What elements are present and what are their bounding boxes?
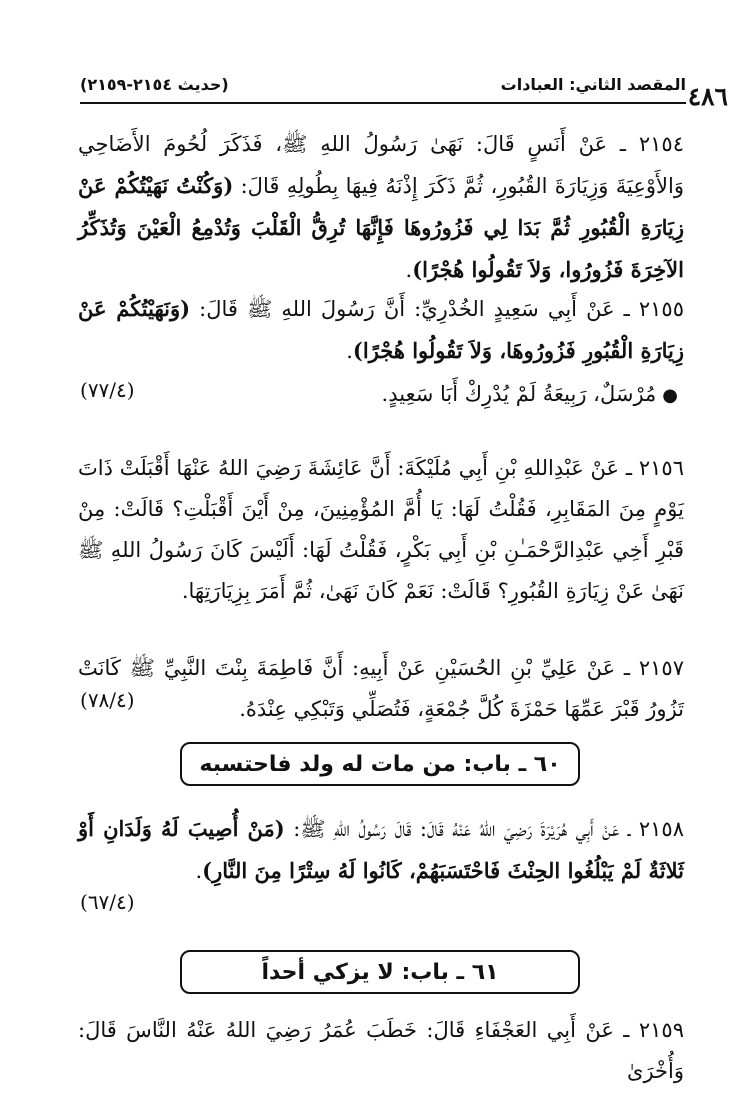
- hadith-2155-note: [78, 374, 678, 416]
- header-hadith-range: (حديث ٢١٥٤-٢١٥٩): [80, 74, 229, 94]
- hadith-2154-quote: (وَكُنْتُ نَهَيْتُكُمْ عَنْ زِيَارَةِ الْقُبُورِ ثُمَّ بَدَا لِي فَزُورُوهَا فَإِنَّهَا تُرِقُّ الْقَلْبَ وَتُدْمِعُ الْعَيْنَ وَتُذَكِّرُ الآخِرَةَ فَزُورُوا، وَلاَ تَقُولُوا هُجْرًا): [78, 173, 684, 282]
- hadith-2158-quote: (مَنْ أُصِيبَ لَهُ وَلَدَانِ أَوْ ثَلاثَةٌ لَمْ يَبْلُغُوا الحِنْثَ فَاحْتَسَبَهُمْ، كَانُوا لَهُ سِتْرًا مِنَ النَّارِ): [78, 816, 684, 883]
- bullet-icon: ●: [662, 385, 678, 406]
- hadith-2154-intro: ٢١٥٤ ـ عَنْ أَنَسٍ قَالَ: نَهَىٰ رَسُولُ اللهِ ﷺ، فَذَكَرَ لُحُومَ الأَضَاحِي وَالأَوْعِيَةَ وَزِيَارَةَ القُبُورِ، ثُمَّ ذَكَرَ إِذْنَهُ فِيهَا بِطُولِهِ قَالَ:: [78, 132, 684, 198]
- hadith-2155: [78, 288, 684, 372]
- chapter-60-heading: [180, 742, 580, 786]
- hadith-2158-end: .: [195, 859, 203, 883]
- header-rule: [80, 102, 686, 104]
- hadith-2155-note-text: مُرْسَلٌ، رَبِيعَةُ لَمْ يُدْرِكْ أَبَا سَعِيدٍ.: [381, 382, 657, 406]
- hadith-2154: [78, 124, 684, 291]
- hadith-2155-quote: (وَنَهَيْتُكُمْ عَنْ زِيَارَةِ الْقُبُورِ فَزُورُوهَا، وَلاَ تَقُولُوا هُجْرًا): [78, 296, 684, 363]
- hadith-2157: ٢١٥٧ ـ عَنْ عَلِيِّ بْنِ الحُسَيْنِ عَنْ أَبِيهِ: أَنَّ فَاطِمَةَ بِنْتَ النَّبِيِّ ﷺ كَانَتْ تَزُورُ قَبْرَ عَمِّهَا حَمْزَةَ كُلَّ جُمْعَةٍ، فَتُصَلِّي وَتَبْكِي عِنْدَهُ.: [78, 656, 684, 721]
- chapter-60-title: ٦٠ ـ باب: من مات له ولد فاحتسبه: [199, 751, 561, 777]
- hadith-2157-ref: (٧٨/٤): [80, 688, 135, 712]
- hadith-2155-end: .: [346, 339, 353, 363]
- hadith-2159: ٢١٥٩ ـ عَنْ أَبِي العَجْفَاءِ قَالَ: خَطَبَ عُمَرُ رَضِيَ اللهُ عَنْهُ النَّاسَ قَالَ: وَأُخْرَىٰ: [78, 1018, 684, 1083]
- hadith-2158: [78, 808, 684, 892]
- chapter-61-heading: [180, 950, 580, 994]
- page-number: ٤٨٦: [687, 82, 728, 111]
- hadith-2158-intro: ٢١٥٨ ـ عَنْ أَبِي هُرَيْرَةَ رَضِيَ اللهُ عَنْهُ قَالَ: قَالَ رَسُولُ اللهِ ﷺ:: [293, 817, 684, 841]
- header-section-title: المقصد الثاني: العبادات: [500, 74, 686, 94]
- running-header: [80, 70, 686, 98]
- hadith-2154-end: .: [405, 258, 413, 282]
- hadith-2155-intro: ٢١٥٥ ـ عَنْ أَبِي سَعِيدٍ الخُدْرِيِّ: أَنَّ رَسُولَ اللهِ ﷺ قَالَ:: [199, 297, 684, 321]
- hadith-2155-ref: (٧٧/٤): [80, 378, 135, 402]
- hadith-2156: ٢١٥٦ ـ عَنْ عَبْدِاللهِ بْنِ أَبِي مُلَيْكَةَ: أَنَّ عَائِشَةَ رَضِيَ اللهُ عَنْهَا أَقْبَلَتْ ذَاتَ يَوْمٍ مِنَ المَقَابِرِ، فَقُلْتُ لَهَا: يَا أُمَّ المُؤْمِنِينَ، مِنْ أَيْنَ أَقْبَلْتِ؟ قَالَتْ: مِنْ قَبْرِ أَخِي عَبْدِالرَّحْمَـٰنِ بْنِ أَبِي بَكْرٍ، فَقُلْتُ لَهَا: أَلَيْسَ كَانَ رَسُولُ اللهِ ﷺ نَهَىٰ عَنْ زِيَارَةِ القُبُورِ؟ قَالَتْ: نَعَمْ كَانَ نَهَىٰ، ثُمَّ أَمَرَ بِزِيَارَتِهَا.: [78, 456, 684, 603]
- hadith-2158-ref: (٦٧/٤): [80, 890, 135, 914]
- chapter-61-title: ٦١ ـ باب: لا يزكي أحداً: [261, 959, 499, 985]
